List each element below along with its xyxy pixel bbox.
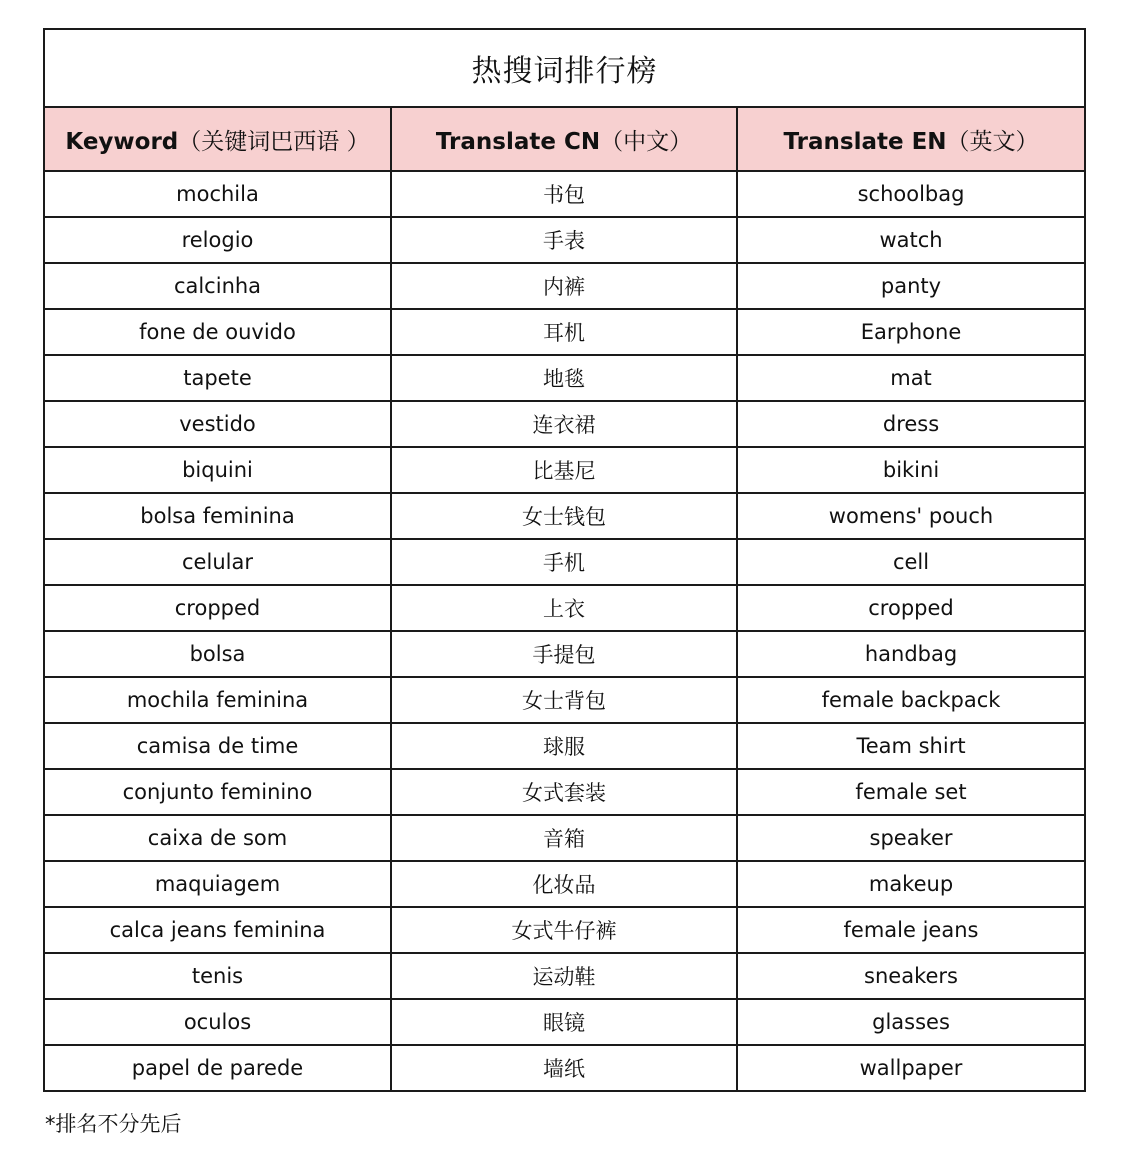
translate-cn-cell: 手提包 — [391, 631, 737, 677]
translate-en-cell: Team shirt — [737, 723, 1085, 769]
translate-cn-cell: 女式牛仔裤 — [391, 907, 737, 953]
translate-cn-cell: 连衣裙 — [391, 401, 737, 447]
table-row — [44, 769, 1085, 815]
translate-cn-cell: 女式套装 — [391, 769, 737, 815]
keyword-cell: conjunto feminino — [44, 769, 391, 815]
translate-en-cell: mat — [737, 355, 1085, 401]
translate-cn-cell: 耳机 — [391, 309, 737, 355]
header-translate-en-en: Translate EN — [783, 128, 947, 155]
header-translate-en-cn: （英文） — [946, 128, 1039, 155]
hot-search-table — [43, 28, 1086, 1092]
table-body — [44, 171, 1085, 1091]
keyword-cell: tenis — [44, 953, 391, 999]
keyword-cell: tapete — [44, 355, 391, 401]
translate-en-cell: bikini — [737, 447, 1085, 493]
table-row — [44, 401, 1085, 447]
translate-en-cell: female backpack — [737, 677, 1085, 723]
header-row — [44, 107, 1085, 171]
hot-search-table-container — [43, 28, 1084, 1092]
translate-cn-cell: 球服 — [391, 723, 737, 769]
translate-en-cell: handbag — [737, 631, 1085, 677]
table-row — [44, 861, 1085, 907]
keyword-cell: fone de ouvido — [44, 309, 391, 355]
translate-en-cell: dress — [737, 401, 1085, 447]
translate-cn-cell: 女士钱包 — [391, 493, 737, 539]
keyword-cell: calcinha — [44, 263, 391, 309]
translate-cn-cell: 女士背包 — [391, 677, 737, 723]
translate-cn-cell: 比基尼 — [391, 447, 737, 493]
header-translate-cn — [391, 107, 737, 171]
table-row — [44, 907, 1085, 953]
translate-en-cell: cropped — [737, 585, 1085, 631]
translate-en-cell: makeup — [737, 861, 1085, 907]
keyword-cell: mochila feminina — [44, 677, 391, 723]
translate-en-cell: female jeans — [737, 907, 1085, 953]
keyword-cell: bolsa — [44, 631, 391, 677]
keyword-cell: bolsa feminina — [44, 493, 391, 539]
header-keyword-en: Keyword — [65, 128, 179, 155]
translate-en-cell: wallpaper — [737, 1045, 1085, 1091]
table-row — [44, 723, 1085, 769]
keyword-cell: celular — [44, 539, 391, 585]
translate-cn-cell: 内裤 — [391, 263, 737, 309]
keyword-cell: mochila — [44, 171, 391, 217]
keyword-cell: oculos — [44, 999, 391, 1045]
translate-cn-cell: 运动鞋 — [391, 953, 737, 999]
table-row — [44, 1045, 1085, 1091]
table-row — [44, 815, 1085, 861]
footnote: *排名不分先后 — [45, 1112, 182, 1136]
translate-cn-cell: 化妆品 — [391, 861, 737, 907]
header-translate-cn-cn: （中文） — [600, 128, 693, 155]
header-keyword-cn: （关键词巴西语 ） — [178, 128, 370, 155]
translate-en-cell: cell — [737, 539, 1085, 585]
translate-cn-cell: 上衣 — [391, 585, 737, 631]
translate-en-cell: speaker — [737, 815, 1085, 861]
translate-en-cell: Earphone — [737, 309, 1085, 355]
table-row — [44, 539, 1085, 585]
table-row — [44, 493, 1085, 539]
table-row — [44, 999, 1085, 1045]
keyword-cell: caixa de som — [44, 815, 391, 861]
translate-en-cell: watch — [737, 217, 1085, 263]
translate-en-cell: panty — [737, 263, 1085, 309]
keyword-cell: cropped — [44, 585, 391, 631]
translate-cn-cell: 音箱 — [391, 815, 737, 861]
translate-en-cell: sneakers — [737, 953, 1085, 999]
table-row — [44, 217, 1085, 263]
keyword-cell: relogio — [44, 217, 391, 263]
title-row — [44, 29, 1085, 107]
header-translate-en — [737, 107, 1085, 171]
keyword-cell: biquini — [44, 447, 391, 493]
translate-en-cell: glasses — [737, 999, 1085, 1045]
keyword-cell: papel de parede — [44, 1045, 391, 1091]
keyword-cell: camisa de time — [44, 723, 391, 769]
header-keyword — [44, 107, 391, 171]
keyword-cell: calca jeans feminina — [44, 907, 391, 953]
table-title: 热搜词排行榜 — [44, 29, 1085, 107]
header-translate-cn-en: Translate CN — [435, 128, 601, 155]
table-row — [44, 585, 1085, 631]
table-row — [44, 631, 1085, 677]
keyword-cell: vestido — [44, 401, 391, 447]
translate-en-cell: female set — [737, 769, 1085, 815]
keyword-cell: maquiagem — [44, 861, 391, 907]
translate-cn-cell: 手机 — [391, 539, 737, 585]
translate-cn-cell: 墙纸 — [391, 1045, 737, 1091]
translate-en-cell: schoolbag — [737, 171, 1085, 217]
table-row — [44, 953, 1085, 999]
table-row — [44, 309, 1085, 355]
table-row — [44, 263, 1085, 309]
translate-cn-cell: 眼镜 — [391, 999, 737, 1045]
translate-en-cell: womens' pouch — [737, 493, 1085, 539]
table-row — [44, 355, 1085, 401]
table-row — [44, 447, 1085, 493]
translate-cn-cell: 书包 — [391, 171, 737, 217]
translate-cn-cell: 手表 — [391, 217, 737, 263]
table-row — [44, 171, 1085, 217]
table-row — [44, 677, 1085, 723]
translate-cn-cell: 地毯 — [391, 355, 737, 401]
